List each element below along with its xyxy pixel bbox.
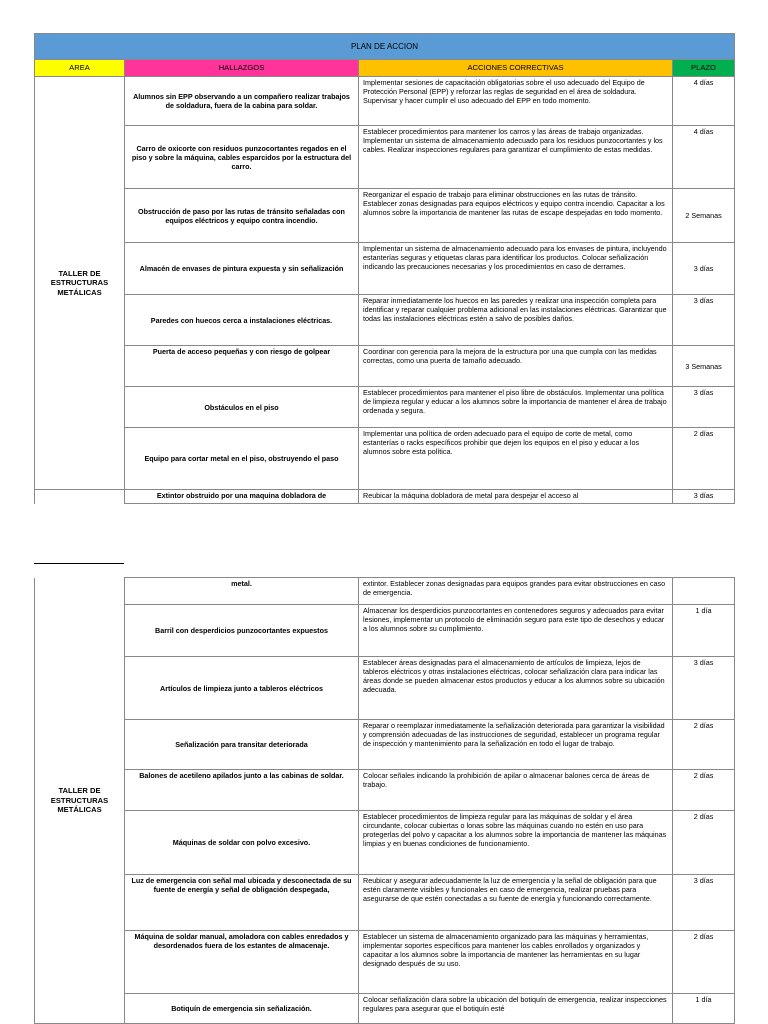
footnote-separator [34,563,124,564]
table-row [35,605,735,657]
hallazgo-cell: Máquina de soldar manual, amoladora con cables enredados y desordenados fuera de los estantes de almacenaje. [125,931,359,994]
table-row [35,428,735,490]
hallazgo-cell: Almacén de envases de pintura expuesta y sin señalización [125,243,359,295]
hallazgo-cell: Paredes con huecos cerca a instalaciones eléctricas. [125,295,359,346]
action-plan-table-page-2 [34,577,735,1024]
header-area: AREA [35,60,125,77]
area-cell: TALLER DE ESTRUCTURAS METÁLICAS [35,77,125,490]
plazo-cell: 2 días [673,811,735,875]
accion-cell: Establecer áreas designadas para el almacenamiento de artículos de limpieza, lejos de tableros eléctricos y otras instalaciones eléctricas, colocar señalización clara para indicar las áreas donde se pueden almacenar estos productos y educar a los alumnos sobre su ubicación adecuada. [359,657,673,720]
accion-cell: Reubicar la máquina dobladora de metal para despejar el acceso al [359,490,673,504]
hallazgo-cell: Máquinas de soldar con polvo excesivo. [125,811,359,875]
table-row [35,720,735,770]
plazo-cell: 3 días [673,490,735,504]
table-row [35,295,735,346]
accion-cell: Reorganizar el espacio de trabajo para eliminar obstrucciones en las rutas de tránsito. Establecer zonas designadas para equipos eléctricos y equipo contra incendio. Capacitar a los alumnos sobre la importancia de mantener las rutas de escape despejadas en todo momento. [359,189,673,243]
table-title: PLAN DE ACCION [35,34,735,60]
accion-cell: Reparar o reemplazar inmediatamente la señalización deteriorada para garantizar la visibilidad y comprensión adecuadas de las instrucciones de seguridad, establecer un programa regular de inspección y mantenimiento para la señalización en todo el lugar de trabajo. [359,720,673,770]
hallazgo-cell: Equipo para cortar metal en el piso, obstruyendo el paso [125,428,359,490]
header-acciones: ACCIONES CORRECTIVAS [359,60,673,77]
table-row [35,657,735,720]
hallazgo-cell: Obstáculos en el piso [125,387,359,428]
hallazgo-cell: Balones de acetileno apilados junto a las cabinas de soldar. [125,770,359,811]
hallazgo-cell: Puerta de acceso pequeñas y con riesgo de golpear [125,346,359,387]
plazo-cell: 2 días [673,720,735,770]
plazo-cell: 3 días [673,243,735,295]
accion-cell: Implementar sesiones de capacitación obligatorias sobre el uso adecuado del Equipo de Protección Personal (EPP) y reforzar las reglas de seguridad en el área de soldadura. Supervisar y hacer cumplir el uso adecuado del EPP en todo momento. [359,77,673,126]
accion-cell: Colocar señales indicando la prohibición de apilar o almacenar balones cerca de áreas de trabajo. [359,770,673,811]
plazo-cell: 2 días [673,931,735,994]
accion-cell: Implementar una política de orden adecuado para el equipo de corte de metal, como estanterías o racks específicos prohibir que dejen los equipos en el piso y educar a los alumnos sobre esta política. [359,428,673,490]
accion-cell: Reparar inmediatamente los huecos en las paredes y realizar una inspección completa para identificar y reparar cualquier problema adicional en las instalaciones eléctricas. Garantizar que todas las instalaciones eléctricas estén a salvo de posibles daños. [359,295,673,346]
table-row [35,387,735,428]
table-row [35,189,735,243]
table-row [35,346,735,387]
area-cell: TALLER DE ESTRUCTURAS METÁLICAS [35,578,125,1024]
plazo-cell: 3 días [673,387,735,428]
plazo-cell: 3 días [673,875,735,931]
table-row [35,931,735,994]
table-row [35,770,735,811]
plazo-cell: 1 día [673,994,735,1024]
plazo-cell: 2 Semanas [673,189,735,243]
header-plazo: PLAZO [673,60,735,77]
hallazgo-cell: Extintor obstruido por una maquina dobladora de [125,490,359,504]
plazo-cell: 2 días [673,428,735,490]
hallazgo-cell: Alumnos sin EPP observando a un compañero realizar trabajos de soldadura, fuera de la cabina para soldar. [125,77,359,126]
hallazgo-cell: Artículos de limpieza junto a tableros eléctricos [125,657,359,720]
accion-cell: Establecer procedimientos de limpieza regular para las máquinas de soldar y el área circundante, colocar cubiertas o lonas sobre las máquinas cuando no estén en uso para protegerlas del polvo y capacitar a los alumnos sobre la importancia de mantener las máquinas limpias y en buenas condiciones de funcionamiento. [359,811,673,875]
hallazgo-cell: Botiquín de emergencia sin señalización. [125,994,359,1024]
accion-cell: Reubicar y asegurar adecuadamente la luz de emergencia y la señal de obligación para que estén claramente visibles y funcionales en caso de emergencia, realizar pruebas para asegurarse de que estén conectadas a su fuente de energía y funcionando correctamente. [359,875,673,931]
plazo-cell: 3 días [673,657,735,720]
hallazgo-cell: Barril con desperdicios punzocortantes expuestos [125,605,359,657]
table-row [35,77,735,126]
plazo-cell: 3 días [673,295,735,346]
table-row [35,994,735,1024]
hallazgo-cell: Carro de oxicorte con residuos punzocortantes regados en el piso y sobre la máquina, cables esparcidos por la estructura del carro. [125,126,359,189]
plazo-cell: 2 días [673,770,735,811]
table-row [35,875,735,931]
table-row [35,243,735,295]
table-row [35,490,735,504]
plazo-cell [673,578,735,605]
header-hallazgos: HALLAZGOS [125,60,359,77]
accion-cell: extintor. Establecer zonas designadas para equipos grandes para evitar obstrucciones en caso de emergencia. [359,578,673,605]
plazo-cell: 4 días [673,77,735,126]
accion-cell: Almacenar los desperdicios punzocortantes en contenedores seguros y adecuados para evitar lesiones, implementar un protocolo de eliminación seguro para este tipo de desechos y educar a los alumnos sobre su cumplimiento. [359,605,673,657]
accion-cell: Establecer procedimientos para mantener los carros y las áreas de trabajo organizadas. Implementar un sistema de almacenamiento adecuado para los residuos punzocortantes y los cables. Realizar inspecciones regulares para garantizar el cumplimiento de estas medidas. [359,126,673,189]
hallazgo-cell: Luz de emergencia con señal mal ubicada y desconectada de su fuente de energía y señal de obligación despegada, [125,875,359,931]
table-row [35,126,735,189]
plazo-cell: 1 día [673,605,735,657]
plazo-cell: 4 días [673,126,735,189]
table-row [35,811,735,875]
action-plan-table-page-1 [34,33,735,504]
accion-cell: Colocar señalización clara sobre la ubicación del botiquín de emergencia, realizar inspecciones regulares para asegurar que el botiquín esté [359,994,673,1024]
hallazgo-cell: Obstrucción de paso por las rutas de tránsito señaladas con equipos eléctricos y equipo contra incendio. [125,189,359,243]
plazo-cell: 3 Semanas [673,346,735,387]
accion-cell: Implementar un sistema de almacenamiento adecuado para los envases de pintura, incluyendo estanterías seguras y etiquetas claras para identificar los productos. Colocar señalización indicando las precauciones necesarias y los procedimientos en caso de derrames. [359,243,673,295]
hallazgo-cell: metal. [125,578,359,605]
hallazgo-cell: Señalización para transitar deteriorada [125,720,359,770]
accion-cell: Establecer un sistema de almacenamiento organizado para las máquinas y herramientas, implementar soportes específicos para mantener los cables enrollados y organizados y capacitar a los alumnos sobre la importancia de mantener las herramientas en su lugar designado después de su uso. [359,931,673,994]
table-row [35,578,735,605]
accion-cell: Coordinar con gerencia para la mejora de la estructura por una que cumpla con las medidas correctas, como una puerta de tamaño adecuado. [359,346,673,387]
accion-cell: Establecer procedimientos para mantener el piso libre de obstáculos. Implementar una política de limpieza regular y educar a los alumnos sobre la importancia de mantener el área de trabajo ordenada y segura. [359,387,673,428]
